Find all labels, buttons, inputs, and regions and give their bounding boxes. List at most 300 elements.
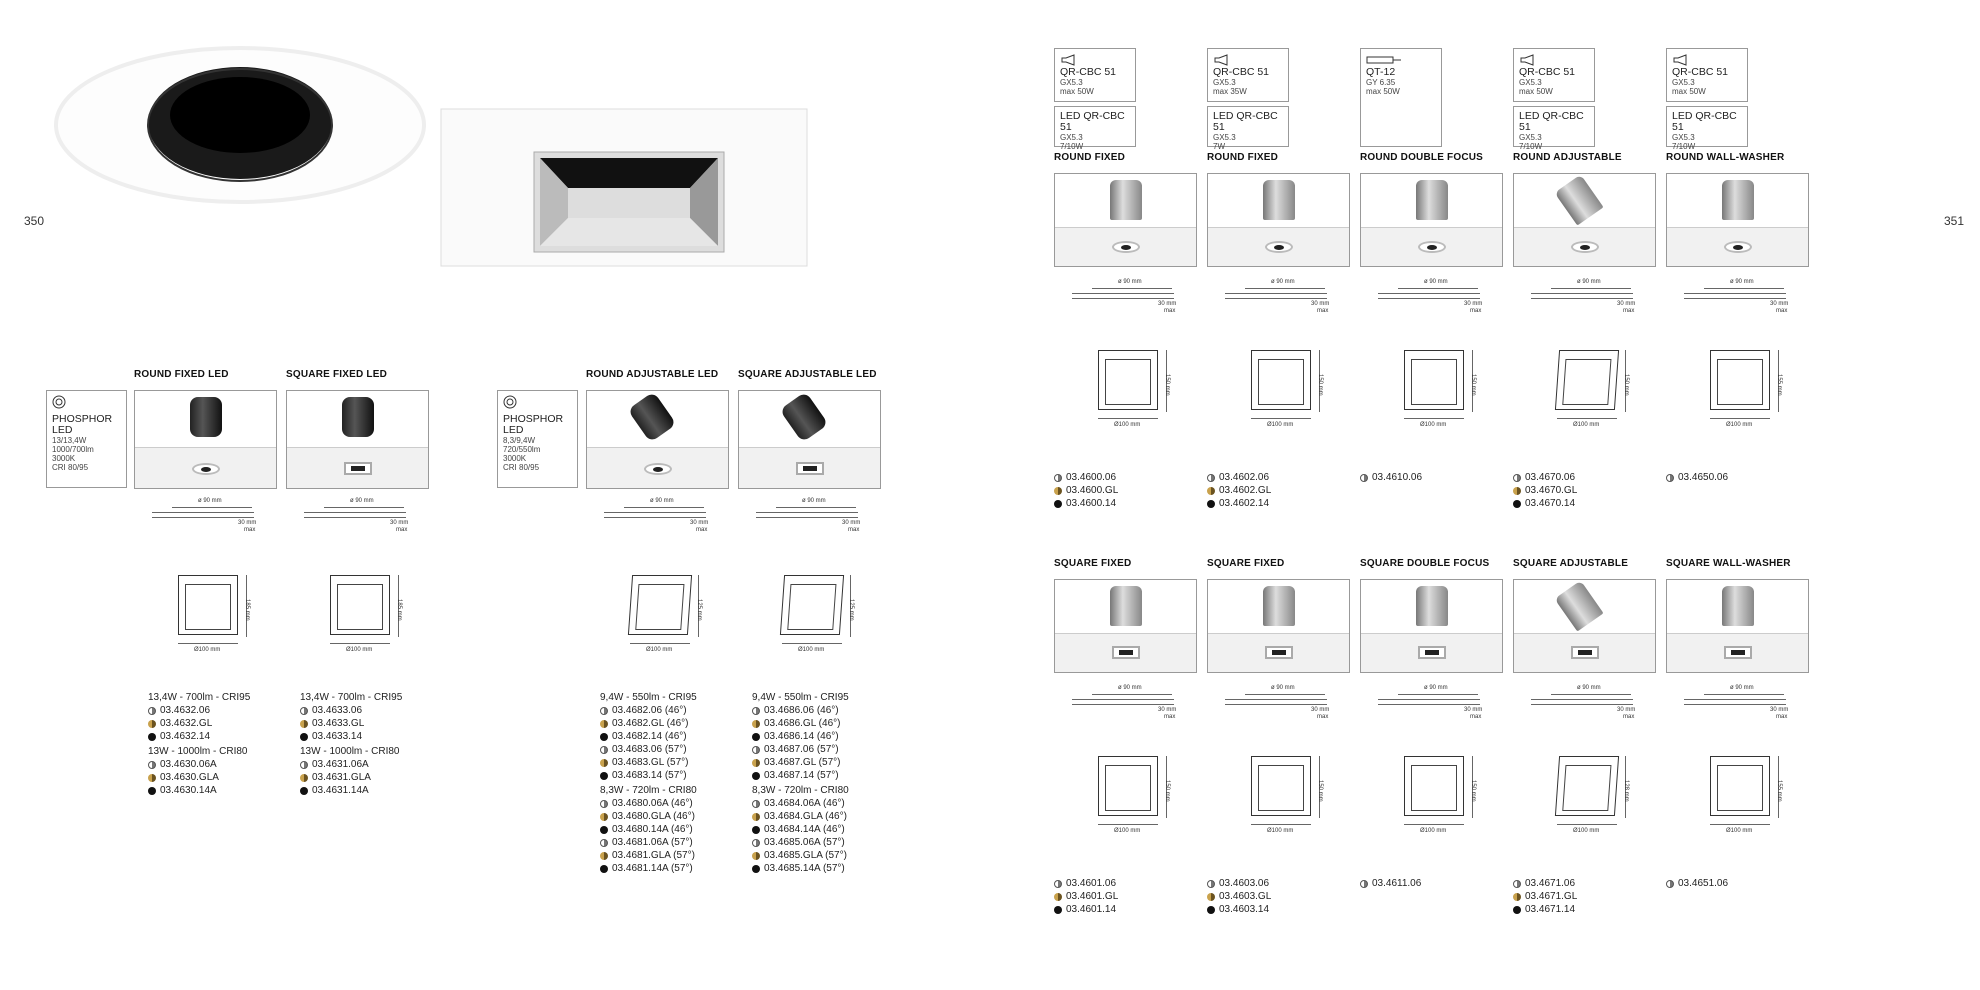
lamp-spec-line: GX5.3 bbox=[1672, 133, 1695, 142]
product-width-label: Ø100 mm bbox=[1114, 828, 1141, 834]
ceiling-line bbox=[1378, 699, 1480, 700]
list-item bbox=[752, 797, 849, 810]
dim-line bbox=[1551, 694, 1631, 695]
product-code-list bbox=[300, 689, 402, 797]
white-finish-icon bbox=[600, 746, 608, 754]
product-code-list bbox=[1207, 471, 1271, 510]
ceiling-line bbox=[1684, 699, 1786, 700]
lamp-spec-line: GX5.3 bbox=[1213, 133, 1236, 142]
product-technical-drawing bbox=[1251, 756, 1311, 816]
list-item bbox=[600, 743, 697, 756]
spec-line: 3000K bbox=[503, 454, 527, 463]
fixture-body bbox=[1263, 180, 1295, 220]
product-diameter-label: ø 90 mm bbox=[198, 498, 222, 504]
trim-aperture bbox=[344, 462, 372, 475]
white-finish-icon bbox=[1513, 474, 1521, 482]
width-dim-line bbox=[1710, 418, 1770, 419]
width-dim-line bbox=[1098, 418, 1158, 419]
fixture-body bbox=[1554, 580, 1603, 631]
dim-line bbox=[1092, 288, 1172, 289]
article-code: 03.4602.GL bbox=[1219, 485, 1272, 496]
ceiling-line bbox=[1378, 298, 1480, 299]
spec-header: 8,3W - 720lm - CRI80 bbox=[600, 785, 697, 796]
fixture-body bbox=[1110, 180, 1142, 220]
group2-spec-box bbox=[497, 390, 578, 488]
list-item bbox=[600, 849, 697, 862]
hero-square-downlight bbox=[440, 108, 810, 268]
product-photo bbox=[1054, 579, 1197, 673]
product-code-list bbox=[1360, 471, 1422, 484]
dim-line bbox=[776, 507, 856, 508]
lamp-spec-box bbox=[1207, 48, 1289, 102]
product-diameter-label: ø 90 mm bbox=[802, 498, 826, 504]
product-max-label: max bbox=[1317, 714, 1329, 720]
gold-finish-icon bbox=[600, 720, 608, 728]
gold-finish-icon bbox=[752, 759, 760, 767]
ceiling-line bbox=[756, 517, 858, 518]
list-item bbox=[752, 743, 849, 756]
product-max-label: max bbox=[1470, 308, 1482, 314]
article-code: 03.4685.GLA (57°) bbox=[764, 850, 847, 861]
list-item bbox=[1207, 497, 1271, 510]
width-dim-line bbox=[1098, 824, 1158, 825]
product-diameter-label: ø 90 mm bbox=[1271, 685, 1295, 691]
black-finish-icon bbox=[1207, 500, 1215, 508]
list-item bbox=[1513, 903, 1577, 916]
list-item bbox=[752, 769, 849, 782]
product-photo bbox=[1513, 173, 1656, 267]
article-code: 03.4671.GL bbox=[1525, 891, 1578, 902]
article-code: 03.4600.14 bbox=[1066, 498, 1117, 509]
list-item bbox=[1054, 903, 1118, 916]
white-finish-icon bbox=[1207, 880, 1215, 888]
drawing-inner bbox=[635, 584, 684, 630]
trim-aperture bbox=[1418, 241, 1446, 253]
article-code: 03.4631.06A bbox=[312, 759, 369, 770]
product-height-label: 155 mm bbox=[1776, 780, 1782, 802]
article-code: 03.4685.06A (57°) bbox=[764, 837, 845, 848]
lamp-spec-box bbox=[1666, 48, 1748, 102]
ceiling-line bbox=[1531, 704, 1633, 705]
hero-round-downlight bbox=[50, 45, 435, 205]
ceiling-line bbox=[1225, 293, 1327, 294]
lamp-spec-line: GY 6.35 bbox=[1366, 78, 1396, 87]
product-depth-label: 30 mm bbox=[390, 520, 409, 526]
product-depth-label: 30 mm bbox=[842, 520, 861, 526]
product-depth-label: 30 mm bbox=[1311, 707, 1330, 713]
list-item bbox=[1054, 877, 1118, 890]
halogen-capsule-icon bbox=[1366, 53, 1436, 65]
trim-aperture bbox=[1418, 646, 1446, 659]
fixture-body bbox=[1416, 586, 1448, 626]
reflector-lamp-icon bbox=[1060, 53, 1130, 65]
product-depth-label: 30 mm bbox=[238, 520, 257, 526]
article-code: 03.4633.14 bbox=[312, 731, 363, 742]
product-technical-drawing bbox=[1555, 756, 1619, 816]
product-photo bbox=[134, 390, 277, 489]
lamp-name: QR-CBC 51 bbox=[1060, 66, 1117, 78]
gold-finish-icon bbox=[1513, 893, 1521, 901]
list-item bbox=[300, 758, 402, 771]
led-chip-icon bbox=[52, 396, 66, 413]
article-code: 03.4603.14 bbox=[1219, 904, 1270, 915]
fixture-body bbox=[1554, 174, 1603, 225]
article-code: 03.4684.14A (46°) bbox=[764, 824, 845, 835]
list-item bbox=[1207, 903, 1271, 916]
spec-line: 3000K bbox=[52, 454, 76, 463]
spec-name: LED bbox=[503, 424, 524, 436]
black-finish-icon bbox=[752, 826, 760, 834]
article-code: 03.4681.14A (57°) bbox=[612, 863, 693, 874]
drawing-inner bbox=[1105, 359, 1151, 405]
drawing-inner bbox=[1258, 765, 1304, 811]
trim-aperture bbox=[1724, 241, 1752, 253]
spec-header: 9,4W - 550lm - CRI95 bbox=[600, 692, 697, 703]
reflector-lamp-icon bbox=[1672, 53, 1742, 65]
white-finish-icon bbox=[300, 707, 308, 715]
width-dim-line bbox=[1404, 418, 1464, 419]
article-code: 03.4651.06 bbox=[1678, 878, 1729, 889]
white-finish-icon bbox=[1360, 474, 1368, 482]
list-item bbox=[600, 704, 697, 717]
lamp-name: LED QR-CBC 51 bbox=[1060, 110, 1125, 133]
product-photo bbox=[1207, 579, 1350, 673]
article-code: 03.4684.06A (46°) bbox=[764, 798, 845, 809]
white-finish-icon bbox=[600, 839, 608, 847]
list-item bbox=[1207, 877, 1271, 890]
spec-line: 13/13,4W bbox=[52, 436, 87, 445]
article-code: 03.4633.GL bbox=[312, 718, 365, 729]
spec-line: CRI 80/95 bbox=[503, 463, 540, 472]
product-width-label: Ø100 mm bbox=[1420, 422, 1447, 428]
product-photo bbox=[1666, 173, 1809, 267]
product-title: ROUND FIXED bbox=[1207, 152, 1279, 163]
product-depth-label: 30 mm bbox=[1464, 301, 1483, 307]
article-code: 03.4682.GL (46°) bbox=[612, 718, 689, 729]
list-item bbox=[1207, 484, 1271, 497]
product-photo bbox=[1666, 579, 1809, 673]
white-finish-icon bbox=[148, 761, 156, 769]
product-depth-label: 30 mm bbox=[1617, 707, 1636, 713]
article-code: 03.4687.06 (57°) bbox=[764, 744, 839, 755]
product-max-label: max bbox=[396, 527, 408, 533]
article-code: 03.4680.14A (46°) bbox=[612, 824, 693, 835]
article-code: 03.4686.14 (46°) bbox=[764, 731, 839, 742]
article-code: 03.4600.06 bbox=[1066, 472, 1117, 483]
spec-line: 720/550lm bbox=[503, 445, 541, 454]
lamp-spec-line: max 50W bbox=[1366, 87, 1400, 96]
product-width-label: Ø100 mm bbox=[1267, 422, 1294, 428]
list-item bbox=[1054, 484, 1118, 497]
article-code: 03.4670.14 bbox=[1525, 498, 1576, 509]
drawing-inner bbox=[337, 584, 383, 630]
product-technical-drawing bbox=[1710, 756, 1770, 816]
product-title: SQUARE WALL-WASHER bbox=[1666, 558, 1791, 569]
list-item bbox=[600, 717, 697, 730]
product-height-label: 150 mm bbox=[1317, 374, 1323, 396]
article-code: 03.4683.06 (57°) bbox=[612, 744, 687, 755]
list-item bbox=[752, 836, 849, 849]
ceiling-line bbox=[1072, 704, 1174, 705]
gold-finish-icon bbox=[1207, 893, 1215, 901]
ceiling-line bbox=[1684, 298, 1786, 299]
lamp-name: QR-CBC 51 bbox=[1519, 66, 1576, 78]
trim-aperture bbox=[1112, 241, 1140, 253]
article-code: 03.4681.06A (57°) bbox=[612, 837, 693, 848]
article-code: 03.4684.GLA (46°) bbox=[764, 811, 847, 822]
led-chip-icon bbox=[503, 396, 517, 413]
list-item bbox=[1513, 471, 1577, 484]
article-code: 03.4630.06A bbox=[160, 759, 217, 770]
product-width-label: Ø100 mm bbox=[798, 647, 825, 653]
product-code-list bbox=[1666, 877, 1728, 890]
product-max-label: max bbox=[1470, 714, 1482, 720]
dim-line bbox=[1398, 288, 1478, 289]
product-max-label: max bbox=[1776, 308, 1788, 314]
list-item bbox=[600, 730, 697, 743]
product-title: ROUND WALL-WASHER bbox=[1666, 152, 1785, 163]
article-code: 03.4683.14 (57°) bbox=[612, 770, 687, 781]
drawing-inner bbox=[1411, 359, 1457, 405]
lamp-spec-line: GX5.3 bbox=[1672, 78, 1695, 87]
white-finish-icon bbox=[752, 707, 760, 715]
product-technical-drawing bbox=[628, 575, 692, 635]
spec-header: 13W - 1000lm - CRI80 bbox=[148, 746, 248, 757]
drawing-inner bbox=[1717, 765, 1763, 811]
product-height-label: 125 mm bbox=[848, 599, 854, 621]
lamp-spec-line: GX5.3 bbox=[1060, 133, 1083, 142]
dim-line bbox=[1704, 288, 1784, 289]
product-code-list bbox=[1666, 471, 1728, 484]
article-code: 03.4631.GLA bbox=[312, 772, 371, 783]
product-diameter-label: ø 90 mm bbox=[1577, 279, 1601, 285]
lamp-spec-line: GX5.3 bbox=[1519, 133, 1542, 142]
article-code: 03.4601.14 bbox=[1066, 904, 1117, 915]
lamp-name: QT-12 bbox=[1366, 66, 1396, 78]
product-width-label: Ø100 mm bbox=[1726, 828, 1753, 834]
fixture-body bbox=[1416, 180, 1448, 220]
ceiling-line bbox=[1531, 293, 1633, 294]
product-code-list bbox=[1054, 471, 1118, 510]
product-code-list bbox=[752, 689, 849, 875]
white-finish-icon bbox=[752, 746, 760, 754]
article-code: 03.4633.06 bbox=[312, 705, 363, 716]
article-code: 03.4680.06A (46°) bbox=[612, 798, 693, 809]
dim-line bbox=[324, 507, 404, 508]
gold-finish-icon bbox=[600, 852, 608, 860]
product-technical-drawing bbox=[1404, 350, 1464, 410]
ceiling-line bbox=[1072, 298, 1174, 299]
list-item bbox=[300, 784, 402, 797]
article-code: 03.4671.06 bbox=[1525, 878, 1576, 889]
gold-finish-icon bbox=[148, 720, 156, 728]
gold-finish-icon bbox=[752, 852, 760, 860]
gold-finish-icon bbox=[1207, 487, 1215, 495]
product-depth-label: 30 mm bbox=[1158, 707, 1177, 713]
black-finish-icon bbox=[752, 772, 760, 780]
spec-line: 1000/700lm bbox=[52, 445, 94, 454]
list-item bbox=[752, 704, 849, 717]
product-max-label: max bbox=[1776, 714, 1788, 720]
drawing-inner bbox=[1562, 765, 1611, 811]
fixture-body bbox=[1263, 586, 1295, 626]
gold-finish-icon bbox=[600, 759, 608, 767]
list-item bbox=[600, 862, 697, 875]
width-dim-line bbox=[1404, 824, 1464, 825]
list-item bbox=[752, 823, 849, 836]
width-dim-line bbox=[1710, 824, 1770, 825]
article-code: 03.4687.14 (57°) bbox=[764, 770, 839, 781]
product-height-label: 150 mm bbox=[1470, 374, 1476, 396]
dim-line bbox=[1704, 694, 1784, 695]
fixture-body bbox=[1722, 180, 1754, 220]
gold-finish-icon bbox=[1513, 487, 1521, 495]
product-photo bbox=[1513, 579, 1656, 673]
product-photo bbox=[286, 390, 429, 489]
product-photo bbox=[1207, 173, 1350, 267]
black-finish-icon bbox=[1513, 906, 1521, 914]
product-technical-drawing bbox=[1251, 350, 1311, 410]
list-item bbox=[1054, 890, 1118, 903]
product-diameter-label: ø 90 mm bbox=[350, 498, 374, 504]
lamp-spec-line: 7W bbox=[1213, 142, 1225, 151]
article-code: 03.4685.14A (57°) bbox=[764, 863, 845, 874]
spec-line: 8,3/9,4W bbox=[503, 436, 536, 445]
lamp-spec-box bbox=[1054, 106, 1136, 151]
trim-aperture bbox=[1265, 241, 1293, 253]
black-finish-icon bbox=[1513, 500, 1521, 508]
white-finish-icon bbox=[1513, 880, 1521, 888]
article-code: 03.4610.06 bbox=[1372, 472, 1423, 483]
product-technical-drawing bbox=[1555, 350, 1619, 410]
drawing-inner bbox=[787, 584, 836, 630]
white-finish-icon bbox=[148, 707, 156, 715]
dim-line bbox=[1092, 694, 1172, 695]
gold-finish-icon bbox=[1054, 487, 1062, 495]
list-item bbox=[1207, 890, 1271, 903]
lamp-spec-line: 7/10W bbox=[1060, 142, 1084, 151]
product-width-label: Ø100 mm bbox=[1573, 422, 1600, 428]
page-number-right: 351 bbox=[1944, 214, 1965, 228]
product-title: ROUND FIXED LED bbox=[134, 369, 229, 380]
fixture-body bbox=[779, 391, 828, 442]
gold-finish-icon bbox=[752, 813, 760, 821]
lamp-spec-line: GX5.3 bbox=[1213, 78, 1236, 87]
product-width-label: Ø100 mm bbox=[1114, 422, 1141, 428]
white-finish-icon bbox=[752, 839, 760, 847]
product-title: SQUARE FIXED bbox=[1054, 558, 1132, 569]
product-height-label: 150 mm bbox=[1470, 780, 1476, 802]
product-diameter-label: ø 90 mm bbox=[1577, 685, 1601, 691]
trim-aperture bbox=[644, 463, 672, 475]
fixture-body bbox=[342, 397, 374, 437]
product-height-label: 150 mm bbox=[1164, 374, 1170, 396]
lamp-spec-line: max 50W bbox=[1060, 87, 1094, 96]
list-item bbox=[600, 769, 697, 782]
black-finish-icon bbox=[300, 733, 308, 741]
ceiling-line bbox=[1225, 699, 1327, 700]
white-finish-icon bbox=[1207, 474, 1215, 482]
list-item bbox=[148, 758, 250, 771]
product-photo bbox=[1360, 173, 1503, 267]
ceiling-line bbox=[1378, 704, 1480, 705]
product-max-label: max bbox=[1623, 714, 1635, 720]
product-technical-drawing bbox=[1710, 350, 1770, 410]
dim-line bbox=[624, 507, 704, 508]
product-diameter-label: ø 90 mm bbox=[1730, 279, 1754, 285]
lamp-name: LED QR-CBC 51 bbox=[1672, 110, 1737, 133]
product-photo bbox=[586, 390, 729, 489]
list-item bbox=[600, 797, 697, 810]
black-finish-icon bbox=[752, 865, 760, 873]
list-item bbox=[300, 717, 402, 730]
product-depth-label: 30 mm bbox=[690, 520, 709, 526]
drawing-inner bbox=[1717, 359, 1763, 405]
list-item bbox=[1054, 471, 1118, 484]
product-height-label: 150 mm bbox=[1164, 780, 1170, 802]
list-item bbox=[1360, 471, 1422, 484]
dim-line bbox=[172, 507, 252, 508]
white-finish-icon bbox=[1666, 880, 1674, 888]
fixture-body bbox=[627, 391, 676, 442]
article-code: 03.4601.GL bbox=[1066, 891, 1119, 902]
lamp-name: LED QR-CBC 51 bbox=[1519, 110, 1584, 133]
width-dim-line bbox=[1251, 824, 1311, 825]
list-item bbox=[148, 717, 250, 730]
lamp-spec-box bbox=[1054, 48, 1136, 102]
ceiling-line bbox=[756, 512, 858, 513]
product-height-label: 125 mm bbox=[696, 599, 702, 621]
product-code-list bbox=[148, 689, 250, 797]
white-finish-icon bbox=[1054, 474, 1062, 482]
product-title: ROUND DOUBLE FOCUS bbox=[1360, 152, 1484, 163]
trim-aperture bbox=[1724, 646, 1752, 659]
ceiling-line bbox=[1225, 298, 1327, 299]
ceiling-line bbox=[604, 517, 706, 518]
trim-aperture bbox=[192, 463, 220, 475]
product-height-label: 128 mm bbox=[1623, 780, 1629, 802]
lamp-spec-line: max 50W bbox=[1672, 87, 1706, 96]
black-finish-icon bbox=[752, 733, 760, 741]
product-height-label: 150 mm bbox=[1623, 374, 1629, 396]
article-code: 03.4687.GL (57°) bbox=[764, 757, 841, 768]
black-finish-icon bbox=[600, 772, 608, 780]
fixture-body bbox=[1722, 586, 1754, 626]
list-item bbox=[300, 771, 402, 784]
ceiling-line bbox=[152, 517, 254, 518]
fixture-body bbox=[1110, 586, 1142, 626]
list-item bbox=[600, 756, 697, 769]
ceiling-line bbox=[304, 512, 406, 513]
width-dim-line bbox=[1251, 418, 1311, 419]
gold-finish-icon bbox=[148, 774, 156, 782]
drawing-inner bbox=[1411, 765, 1457, 811]
product-width-label: Ø100 mm bbox=[194, 647, 221, 653]
white-finish-icon bbox=[600, 800, 608, 808]
product-technical-drawing bbox=[1098, 756, 1158, 816]
black-finish-icon bbox=[600, 865, 608, 873]
article-code: 03.4632.GL bbox=[160, 718, 213, 729]
product-width-label: Ø100 mm bbox=[1573, 828, 1600, 834]
lamp-spec-box bbox=[1513, 48, 1595, 102]
product-diameter-label: ø 90 mm bbox=[1271, 279, 1295, 285]
list-item bbox=[300, 704, 402, 717]
drawing-inner bbox=[1258, 359, 1304, 405]
lamp-spec-box bbox=[1513, 106, 1595, 151]
ceiling-line bbox=[1225, 704, 1327, 705]
ceiling-line bbox=[1072, 293, 1174, 294]
article-code: 03.4600.GL bbox=[1066, 485, 1119, 496]
